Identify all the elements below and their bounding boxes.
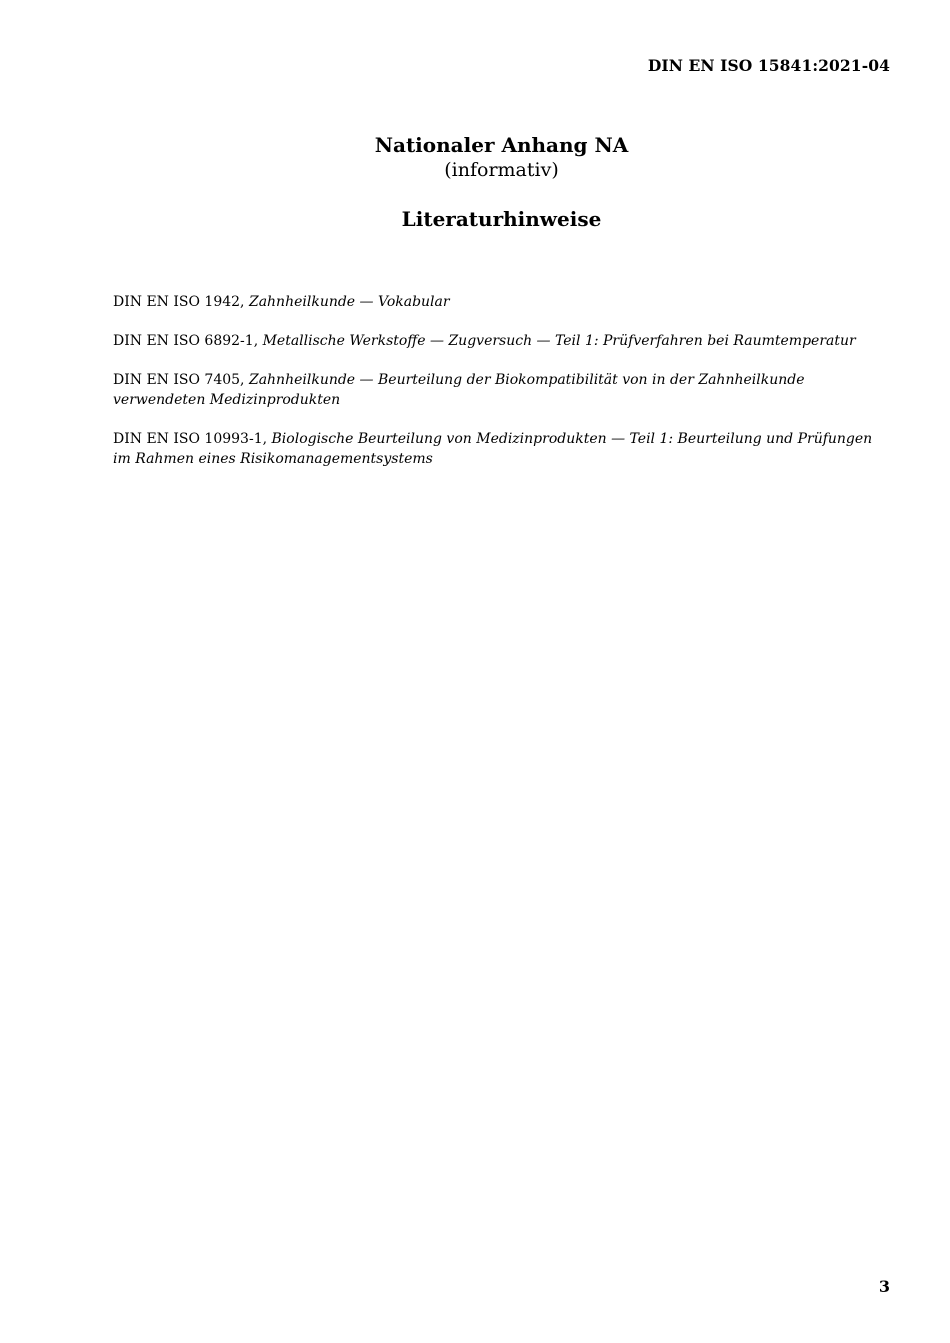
annex-title: Nationaler Anhang NA <box>374 133 629 157</box>
reference-item <box>113 429 893 469</box>
section-title: Literaturhinweise <box>401 207 602 231</box>
reference-number: DIN EN ISO 6892-1, <box>113 333 259 349</box>
reference-number: DIN EN ISO 1942, <box>113 294 245 310</box>
reference-title: Metallische Werkstoffe — Zugversuch — Teil 1: Prüfverfahren bei Raumtemperatur <box>262 333 856 349</box>
reference-title: Zahnheilkunde — Vokabular <box>248 294 450 310</box>
reference-title: Biologische Beurteilung von Medizinprodukten — Teil 1: Beurteilung und Prüfungen im Rahmen eines Risikomanagementsystems <box>113 431 873 467</box>
reference-number: DIN EN ISO 10993-1, <box>113 431 268 447</box>
reference-item <box>113 292 893 312</box>
reference-title: Zahnheilkunde — Beurteilung der Biokompatibilität von in der Zahnheilkunde verwendeten Medizinprodukten <box>113 372 805 408</box>
reference-number: DIN EN ISO 7405, <box>113 372 245 388</box>
document-id-header: DIN EN ISO 15841:2021-04 <box>647 56 890 75</box>
annex-subtitle: (informativ) <box>444 159 559 181</box>
reference-list <box>113 292 893 488</box>
annex-heading <box>0 132 950 182</box>
reference-item <box>113 370 893 410</box>
reference-item <box>113 331 893 351</box>
page-number: 3 <box>878 1277 890 1296</box>
